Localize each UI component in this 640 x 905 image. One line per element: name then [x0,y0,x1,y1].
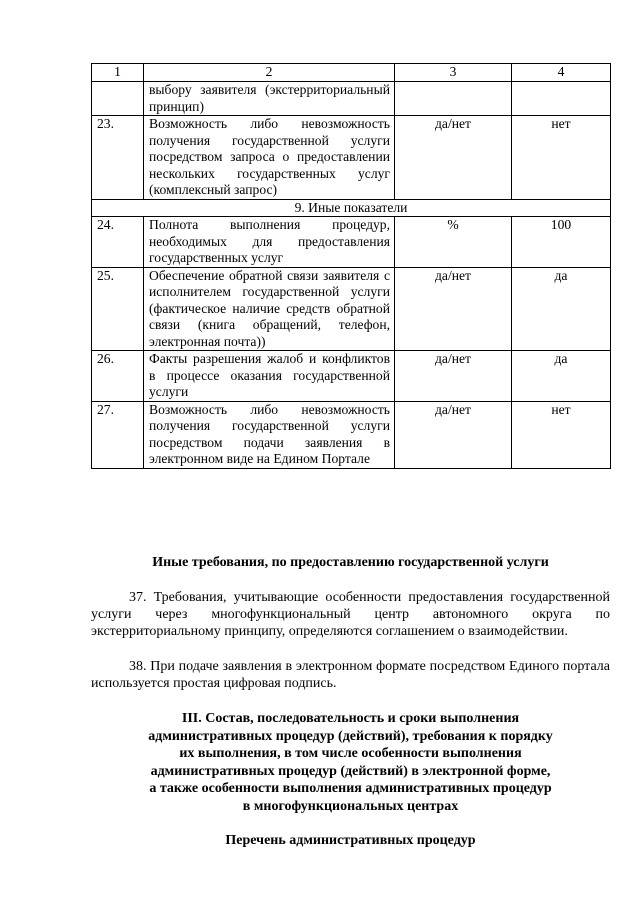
section-3-title-line: административных процедур (действий), требования к порядку [148,728,553,744]
section-3-title-line: III. Состав, последовательность и сроки выполнения [181,711,520,726]
header-cell: 3 [395,64,512,82]
indicators-table [91,63,611,469]
section-3-title-line: их выполнения, в том числе особенности выполнения [179,746,522,761]
row-number: 24. [92,217,144,268]
row-number: 25. [92,267,144,351]
row-value: да [512,267,611,351]
row-value: 100 [512,217,611,268]
row-unit: да/нет [395,401,512,468]
table-row [92,267,611,351]
table-row [92,351,611,402]
row-description: Полнота выполнения процедур, необходимых для предоставления государственных услуг [144,217,395,268]
row-number [92,82,144,116]
row-unit: да/нет [395,267,512,351]
row-unit: да/нет [395,351,512,402]
row-value: да [512,351,611,402]
row-number: 23. [92,116,144,200]
table-header-row [92,64,611,82]
table-row [92,82,611,116]
section-title: 9. Иные показатели [92,199,611,217]
table-row [92,401,611,468]
row-description: выбору заявителя (экстерриториальный принцип) [144,82,395,116]
row-description: Обеспечение обратной связи заявителя с исполнителем государственной услуги (фактическое наличие средств обратной связи (книга обращений, телефон, электронная почта)) [144,267,395,351]
paragraph-37-text: 37. Требования, учитывающие особенности предоставления государственной услуги через многофункциональный центр автономного округа по экстерриториальному принципу, определяются соглашением о взаимодействии. [91,590,610,639]
row-value [512,82,611,116]
header-cell: 4 [512,64,611,82]
row-description: Возможность либо невозможность получения государственной услуги посредством подачи заявления в электронном виде на Едином Портале [144,401,395,468]
row-description: Факты разрешения жалоб и конфликтов в процессе оказания государственной услуги [144,351,395,402]
paragraph-38 [91,658,610,692]
section-3-title-line: в многофункциональных центрах [242,798,459,814]
paragraph-38-text: 38. При подаче заявления в электронном формате посредством Единого портала используется простая цифровая подпись. [91,659,610,691]
row-unit: % [395,217,512,268]
row-unit [395,82,512,116]
table-section-row [92,199,611,217]
row-value: нет [512,116,611,200]
section-3-title-line: а также особенности выполнения административных процедур [149,781,552,796]
row-description: Возможность либо невозможность получения государственной услуги посредством запроса о предоставлении нескольких государственных услуг (комплексный запрос) [144,116,395,200]
section-3-title-line: административных процедур (действий) в электронной форме, [150,763,551,779]
section-3-title [91,710,610,815]
row-unit: да/нет [395,116,512,200]
header-cell: 2 [144,64,395,82]
row-number: 26. [92,351,144,402]
row-value: нет [512,401,611,468]
table-row [92,116,611,200]
header-cell: 1 [92,64,144,82]
other-requirements-heading: Иные требования, по предоставлению государственной услуги [152,555,549,570]
table-row [92,217,611,268]
paragraph-37 [91,589,610,640]
procedures-list-heading: Перечень административных процедур [225,833,476,848]
row-number: 27. [92,401,144,468]
